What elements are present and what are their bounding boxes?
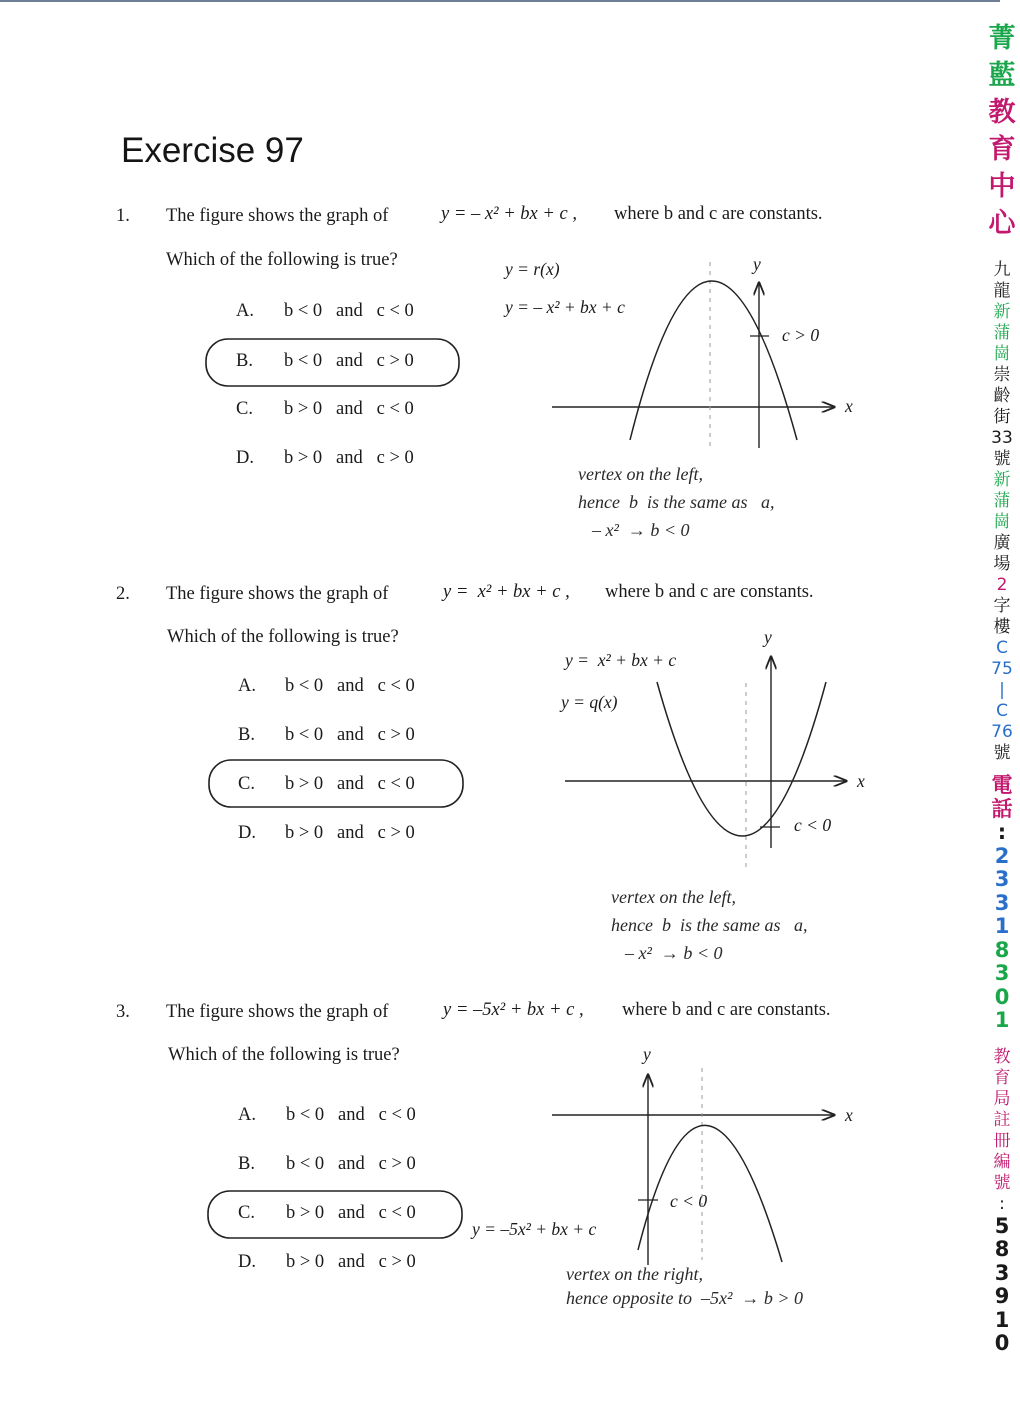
address-char: 廣: [993, 533, 1011, 553]
option-d-letter: D.: [236, 448, 254, 468]
address-char: 樓: [993, 617, 1011, 637]
reg-label-char: :: [999, 1193, 1005, 1214]
address-char: 街: [993, 407, 1011, 427]
option-b-text[interactable]: b < 0 and c > 0: [285, 725, 415, 745]
option-d-letter: D.: [238, 1252, 256, 1272]
reg-label-char: 編: [993, 1151, 1011, 1172]
option-a-text[interactable]: b < 0 and c < 0: [285, 676, 415, 696]
annotation-line-1: vertex on the left,: [611, 887, 736, 907]
phone-digit: 0: [994, 984, 1010, 1009]
phone-digit: 2: [994, 843, 1010, 868]
org-char: 育: [988, 134, 1016, 165]
address-char: 新: [993, 470, 1011, 490]
annotation-line-3: – x² → b < 0: [592, 520, 690, 540]
phone-digit: 1: [994, 914, 1010, 938]
phone: [984, 774, 1020, 1033]
graph-x-label: x: [857, 771, 865, 791]
annotation-line-2: hence b is the same as a,: [578, 492, 775, 512]
address-char: 號: [993, 743, 1011, 763]
question-number: 1.: [116, 206, 130, 226]
address-char: 龍: [993, 281, 1011, 301]
option-a-letter: A.: [238, 1105, 256, 1125]
org-char: 藍: [988, 60, 1016, 91]
org-char: 中: [988, 171, 1016, 202]
option-c-letter: C.: [236, 399, 253, 419]
answer-circle: [209, 760, 463, 807]
address-char: |: [999, 680, 1005, 700]
address-char: C: [996, 638, 1008, 658]
reg-label-char: 育: [993, 1067, 1011, 1088]
option-c-text[interactable]: b > 0 and c < 0: [286, 1203, 416, 1223]
address-char: 字: [993, 596, 1011, 616]
address-char: 場: [993, 554, 1011, 574]
phone-label-char: 話: [991, 796, 1013, 821]
question-equation: y = – x² + bx + c ,: [441, 204, 577, 224]
graph-y-label: y: [753, 254, 761, 274]
answer-circle: [208, 1191, 462, 1238]
graph-x-label: x: [845, 1105, 853, 1125]
address-char: 號: [993, 449, 1011, 469]
reg-digit: 9: [994, 1284, 1010, 1308]
option-b-letter: B.: [238, 1154, 255, 1174]
org-char: 教: [988, 97, 1016, 128]
address-char: 蒲: [993, 491, 1011, 511]
annotation-line-1: vertex on the left,: [578, 464, 703, 484]
address: [984, 260, 1020, 764]
graph-equation-label: y = –5x² + bx + c: [472, 1219, 597, 1239]
reg-label-char: 號: [993, 1172, 1011, 1193]
option-b-text[interactable]: b < 0 and c > 0: [286, 1154, 416, 1174]
option-b-text[interactable]: b < 0 and c > 0: [284, 351, 414, 371]
registration: [984, 1047, 1020, 1356]
graph-equation-label: y = – x² + bx + c: [505, 297, 625, 317]
graph-1: [552, 262, 834, 448]
address-char: 齡: [993, 386, 1011, 406]
question-number: 2.: [116, 584, 130, 604]
option-a-letter: A.: [236, 301, 254, 321]
phone-digit: 8: [994, 937, 1010, 962]
option-a-letter: A.: [238, 676, 256, 696]
question-constants: where b and c are constants.: [614, 204, 823, 224]
question-text: Which of the following is true?: [166, 250, 398, 270]
reg-label-char: 局: [993, 1088, 1011, 1109]
question-text: Which of the following is true?: [167, 627, 399, 647]
graph-function-label: y = r(x): [505, 259, 560, 279]
address-char: 蒲: [993, 323, 1011, 343]
org-char: 心: [988, 208, 1016, 239]
reg-label-char: 教: [993, 1046, 1011, 1067]
parabola-curve: [630, 281, 797, 440]
address-char: 75: [991, 659, 1013, 679]
reg-digit: 1: [994, 1307, 1010, 1332]
graph-intercept-label: c < 0: [794, 815, 832, 835]
org-name: [984, 20, 1020, 242]
address-char: 2: [996, 575, 1008, 595]
graph-2: [565, 657, 846, 868]
question-prompt: The figure shows the graph of: [166, 1002, 389, 1022]
address-char: 新: [993, 302, 1011, 322]
graph-intercept-label: c > 0: [782, 325, 820, 345]
phone-digit: 3: [994, 890, 1010, 915]
address-char: C: [996, 701, 1008, 721]
option-c-letter: C.: [238, 1203, 255, 1223]
option-d-text[interactable]: b > 0 and c > 0: [285, 823, 415, 843]
address-char: 九: [993, 260, 1011, 280]
annotation-line-1: vertex on the right,: [566, 1264, 703, 1284]
answer-circle: [206, 339, 459, 386]
question-number: 3.: [116, 1002, 130, 1022]
phone-label-char: :: [997, 820, 1007, 844]
question-equation: y = –5x² + bx + c ,: [443, 1000, 584, 1020]
graph-function-label: y = q(x): [561, 692, 618, 712]
option-d-text[interactable]: b > 0 and c > 0: [286, 1252, 416, 1272]
parabola-curve: [657, 682, 826, 836]
question-equation: y = x² + bx + c ,: [443, 582, 570, 602]
page-title: Exercise 97: [121, 131, 304, 170]
graph-y-label: y: [764, 627, 772, 647]
phone-label-char: 電: [991, 773, 1013, 797]
question-prompt: The figure shows the graph of: [166, 584, 389, 604]
option-c-text[interactable]: b > 0 and c < 0: [284, 399, 414, 419]
address-char: 崗: [993, 344, 1011, 364]
address-char: 33: [991, 428, 1013, 448]
phone-digit: 3: [994, 961, 1010, 985]
option-d-letter: D.: [238, 823, 256, 843]
question-constants: where b and c are constants.: [605, 582, 814, 602]
reg-label-char: 註: [993, 1109, 1011, 1130]
sidebar-contact-info: [984, 20, 1020, 1356]
graph-intercept-label: c < 0: [670, 1191, 708, 1211]
graph-equation-label: y = x² + bx + c: [565, 650, 677, 670]
option-a-text[interactable]: b < 0 and c < 0: [284, 301, 414, 321]
reg-digit: 5: [994, 1213, 1010, 1238]
option-b-letter: B.: [236, 351, 253, 371]
reg-digit: 0: [994, 1331, 1010, 1355]
option-b-letter: B.: [238, 725, 255, 745]
graph-x-label: x: [845, 396, 853, 416]
reg-digit: 8: [994, 1237, 1010, 1261]
option-c-text[interactable]: b > 0 and c < 0: [285, 774, 415, 794]
option-c-letter: C.: [238, 774, 255, 794]
graph-y-label: y: [643, 1044, 651, 1064]
address-char: 崇: [993, 365, 1011, 385]
annotation-line-3: – x² → b < 0: [625, 943, 723, 963]
question-constants: where b and c are constants.: [622, 1000, 831, 1020]
question-text: Which of the following is true?: [168, 1045, 400, 1065]
graph-3: [552, 1068, 834, 1265]
annotation-line-2: hence b is the same as a,: [611, 915, 808, 935]
address-char: 崗: [993, 512, 1011, 532]
address-char: 76: [991, 722, 1013, 742]
question-prompt: The figure shows the graph of: [166, 206, 389, 226]
reg-label-char: 冊: [993, 1130, 1011, 1151]
parabola-curve: [638, 1125, 782, 1262]
phone-digit: 3: [994, 867, 1010, 891]
option-a-text[interactable]: b < 0 and c < 0: [286, 1105, 416, 1125]
annotation-line-2: hence opposite to –5x² → b > 0: [566, 1288, 803, 1308]
phone-digit: 1: [994, 1008, 1010, 1032]
reg-digit: 3: [994, 1260, 1010, 1285]
option-d-text[interactable]: b > 0 and c > 0: [284, 448, 414, 468]
org-char: 菁: [988, 23, 1016, 54]
